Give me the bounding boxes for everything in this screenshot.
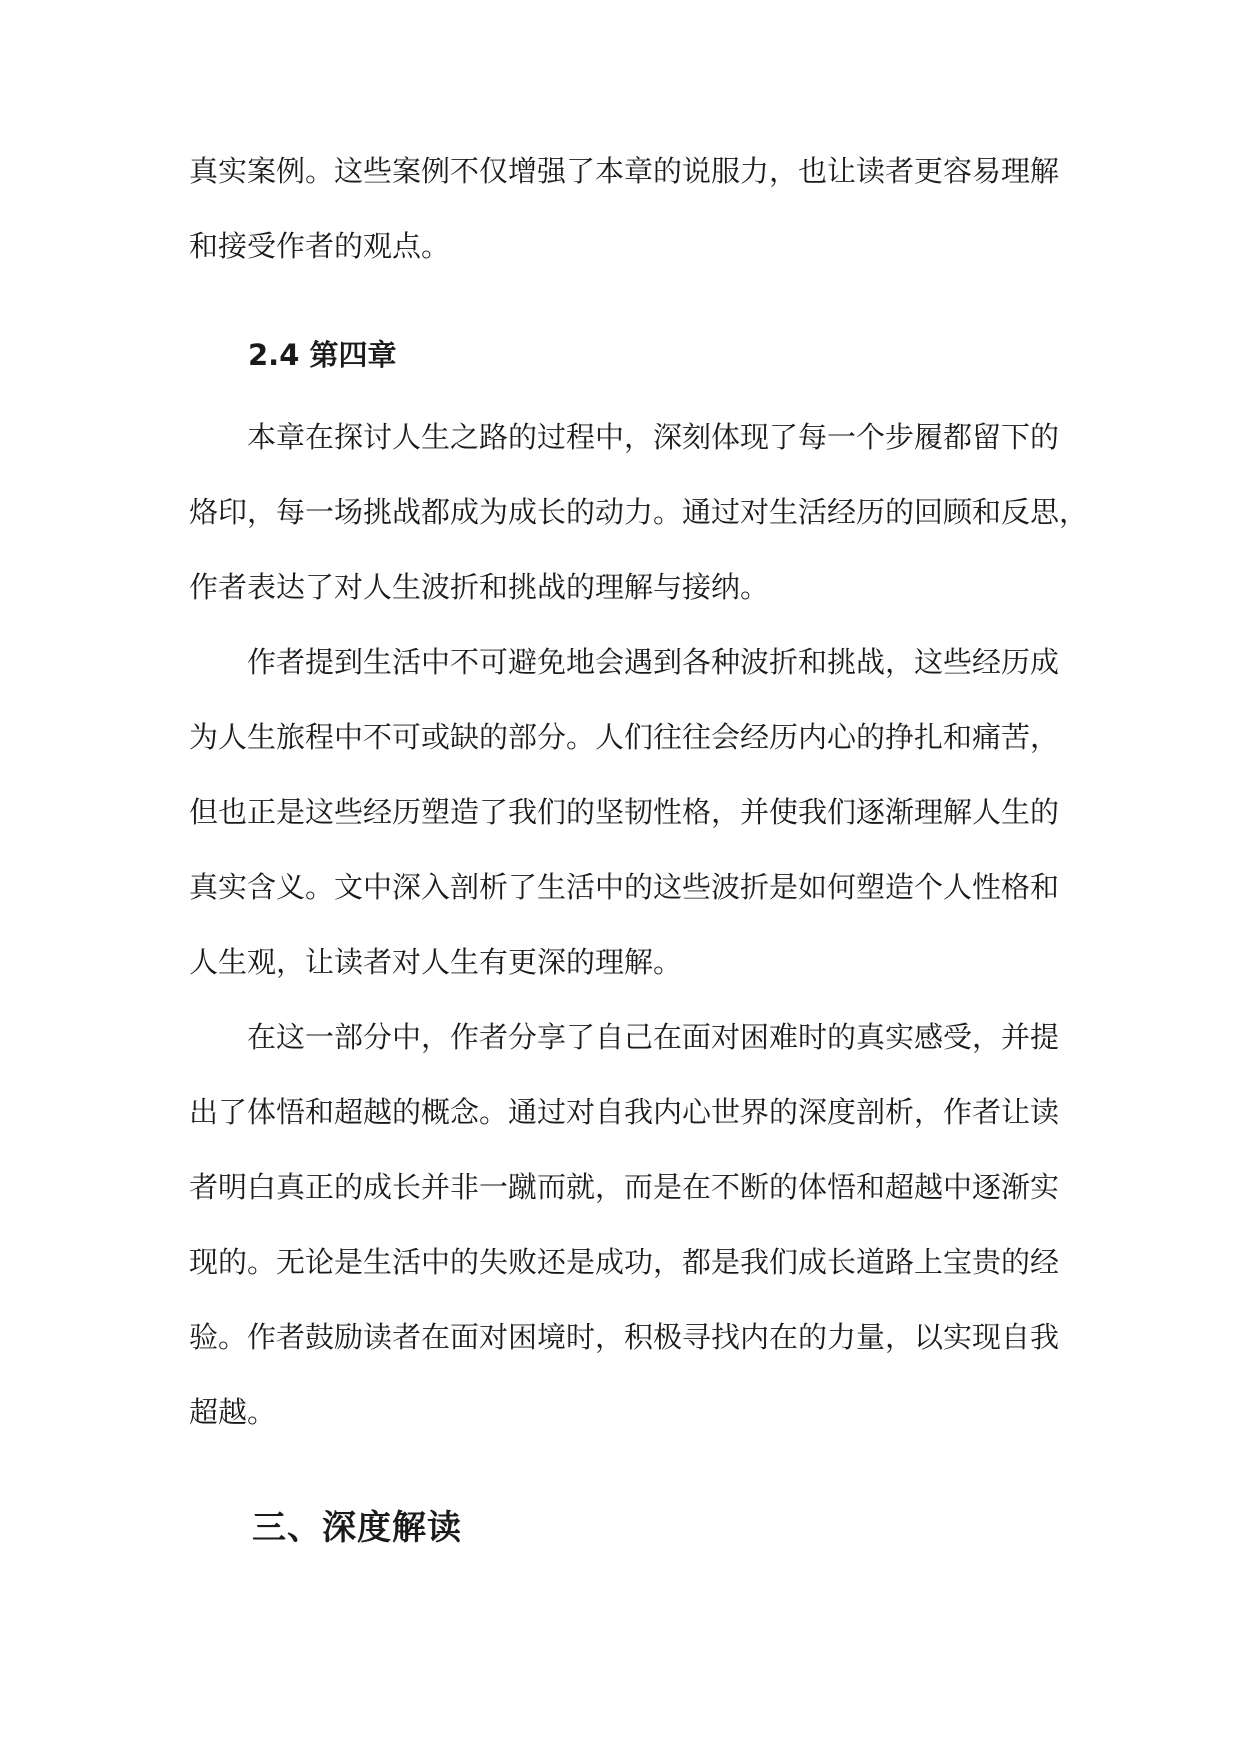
section-heading: 2.4 第四章: [248, 338, 397, 372]
chapter-heading: 三、深度解读: [252, 1508, 462, 1548]
paragraph-line: 人生观，让读者对人生有更深的理解。: [189, 945, 683, 979]
body-paragraph-1: [189, 400, 1089, 625]
paragraph-line: 出了体悟和超越的概念。通过对自我内心世界的深度剖析，作者让读: [189, 1095, 1060, 1129]
paragraph-line: 作者表达了对人生波折和挑战的理解与接纳。: [189, 570, 770, 604]
paragraph-line: 烙印，每一场挑战都成为成长的动力。通过对生活经历的回顾和反思，: [189, 495, 1089, 529]
body-paragraph-3: [189, 1000, 1060, 1450]
paragraph-line: 作者提到生活中不可避免地会遇到各种波折和挑战，这些经历成: [247, 645, 1060, 679]
paragraph-line: 者明白真正的成长并非一蹴而就，而是在不断的体悟和超越中逐渐实: [189, 1170, 1060, 1204]
paragraph-line: 在这一部分中，作者分享了自己在面对困难时的真实感受，并提: [247, 1020, 1060, 1054]
paragraph-line: 真实含义。文中深入剖析了生活中的这些波折是如何塑造个人性格和: [189, 870, 1060, 904]
paragraph-line: 但也正是这些经历塑造了我们的坚韧性格，并使我们逐渐理解人生的: [189, 795, 1060, 829]
paragraph-line: 现的。无论是生活中的失败还是成功，都是我们成长道路上宝贵的经: [189, 1245, 1060, 1279]
paragraph-line: 超越。: [189, 1395, 277, 1429]
paragraph-line: 和接受作者的观点。: [189, 229, 451, 263]
paragraph-line: 真实案例。这些案例不仅增强了本章的说服力，也让读者更容易理解: [189, 154, 1060, 188]
paragraph-line: 验。作者鼓励读者在面对困境时，积极寻找内在的力量，以实现自我: [189, 1320, 1060, 1354]
paragraph-line: 为人生旅程中不可或缺的部分。人们往往会经历内心的挣扎和痛苦，: [189, 720, 1060, 754]
paragraph-line: 本章在探讨人生之路的过程中，深刻体现了每一个步履都留下的: [247, 420, 1060, 454]
body-paragraph-2: [189, 625, 1060, 1000]
intro-paragraph: [189, 134, 1060, 284]
